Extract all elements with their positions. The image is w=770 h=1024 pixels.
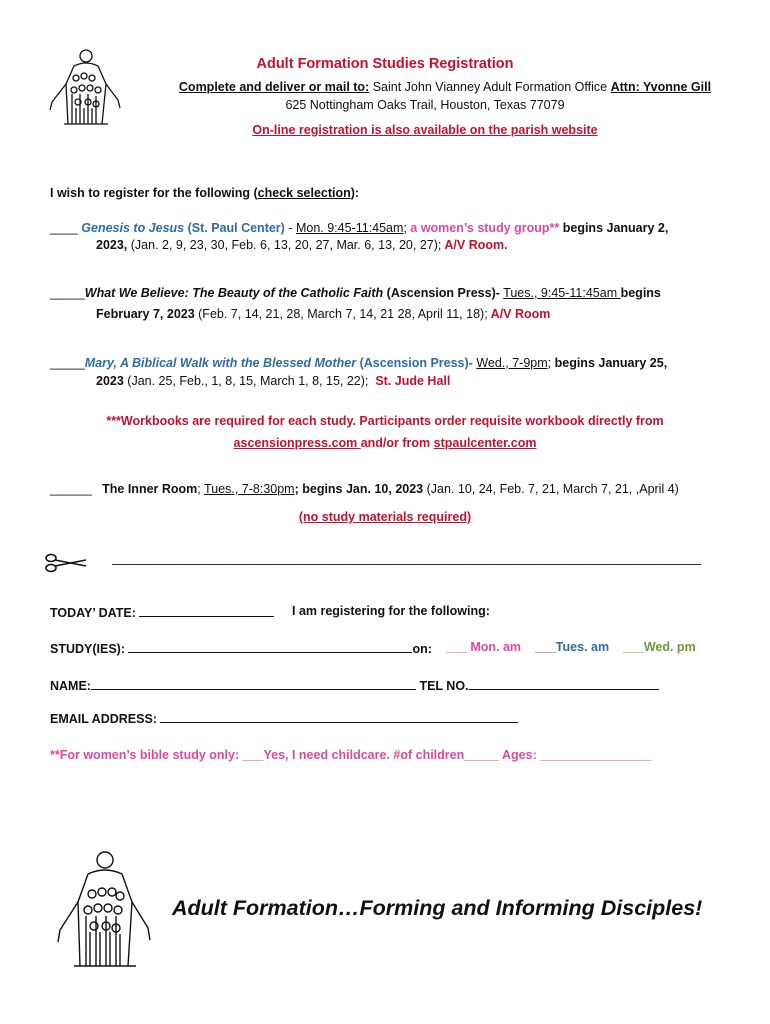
scissors-icon [44, 552, 94, 574]
study-title: The Inner Room [102, 482, 198, 496]
childcare-row[interactable]: **For women’s bible study only: ___Yes, I need childcare. #of children_____ Ages: ________________ [50, 748, 652, 762]
tel-label: TEL NO. [419, 679, 469, 693]
study-publisher: (St. Paul Center) [184, 221, 285, 235]
no-materials-note: (no study materials required) [298, 510, 472, 524]
study-mary [50, 356, 667, 370]
wed-checkbox[interactable]: ___ [622, 640, 644, 654]
studies-field[interactable] [128, 640, 412, 653]
study-blank[interactable]: _____ [50, 286, 85, 300]
study-publisher: (Ascension Press)- [356, 356, 473, 370]
tue-checkbox[interactable]: ___ [534, 640, 556, 654]
study-time: Tues., 7-8:30pm [204, 482, 295, 496]
study-inner-room [50, 482, 679, 496]
study-time: Tues., 9:45-11:45am [503, 286, 621, 300]
wed-option: Wed. pm [643, 640, 696, 654]
study-room: A/V Room. [441, 238, 508, 252]
email-label: EMAIL ADDRESS: [50, 712, 157, 726]
study-semi: ; [403, 221, 407, 235]
study-room: St. Jude Hall [375, 374, 451, 388]
study-begins: ; begins Jan. 10, 2023 [294, 482, 424, 496]
today-date-row [50, 604, 274, 620]
tue-option: Tues. am [555, 640, 610, 654]
intro-suffix: ): [350, 186, 360, 200]
date-label: TODAY’ DATE: [50, 606, 136, 620]
mon-option: Mon. am [466, 640, 522, 654]
tel-field[interactable] [469, 677, 659, 690]
name-row [50, 677, 659, 693]
page-title: Adult Formation Studies Registration [256, 56, 514, 72]
study-blank[interactable]: _____ [50, 356, 85, 370]
study-blank[interactable]: ______ [50, 482, 92, 496]
study-title: Mary, A Biblical Walk with the Blessed Mother [84, 356, 357, 370]
workbooks-note: ***Workbooks are required for each study. Participants order requisite workbook directly from [106, 414, 664, 428]
study-begins: begins January 25, [551, 356, 668, 370]
study-time: Mon. 9:45-11:45am [295, 221, 404, 235]
study-semi: ; [547, 356, 552, 370]
mon-checkbox[interactable]: ___ [446, 640, 467, 654]
date-field[interactable] [139, 604, 274, 617]
cut-line: ————————————————————————————————————————————————— [112, 556, 700, 571]
workbooks-links [0, 436, 770, 450]
study-dates: (Jan. 10, 24, Feb. 7, 21, March 7, 21, ,April 4) [423, 482, 679, 496]
delivery-line [60, 80, 770, 94]
study-dates: (Jan. 25, Feb., 1, 8, 15, March 1, 8, 15, 22); [123, 374, 369, 388]
study-dates: (Jan. 2, 9, 23, 30, Feb. 6, 13, 20, 27, Mar. 6, 13, 20, 27); [127, 238, 442, 252]
study-begins-year: February 7, 2023 [96, 307, 195, 321]
on-label: on: [412, 642, 432, 656]
study-begins: begins January 2, [559, 221, 669, 235]
study-semi: ; [197, 482, 201, 496]
study-note: a women’s study group** [406, 221, 560, 235]
deliver-office: Saint John Vianney Adult Formation Office [369, 80, 611, 94]
study-begins-year: 2023 [96, 374, 124, 388]
intro-check-selection: check selection [257, 186, 351, 200]
study-blank[interactable]: ____ [50, 221, 78, 235]
intro-line [50, 186, 359, 200]
study-sep: - [284, 221, 296, 235]
jesus-children-logo-footer [50, 846, 158, 970]
email-field[interactable] [160, 710, 518, 723]
ascension-link[interactable]: ascensionpress.com [233, 436, 361, 450]
study-genesis [50, 221, 668, 235]
study-publisher: (Ascension Press)- [383, 286, 500, 300]
study-room: A/V Room [487, 307, 551, 321]
footer-tagline: Adult Formation…Forming and Informing Disciples! [172, 896, 703, 920]
study-time: Wed., 7-9pm [476, 356, 548, 370]
studies-row [50, 640, 432, 656]
day-options [446, 640, 696, 654]
registering-label: I am registering for the following: [292, 604, 490, 618]
study-dates: (Feb. 7, 14, 21, 28, March 7, 14, 21 28, April 11, 18); [194, 307, 488, 321]
name-label: NAME: [50, 679, 91, 693]
online-note: On-line registration is also available on the parish website [252, 123, 598, 137]
study-begins: begins [620, 286, 661, 300]
study-begins-year: 2023, [96, 238, 128, 252]
deliver-prefix: Complete and deliver or mail to: [178, 80, 370, 94]
study-what-we-believe [50, 286, 661, 300]
deliver-attn: Attn: Yvonne Gill [610, 80, 712, 94]
study-what-we-believe-dates [96, 307, 550, 321]
intro-prefix: I wish to register for the following ( [50, 186, 258, 200]
name-field[interactable] [91, 677, 416, 690]
email-row [50, 710, 518, 726]
workbooks-mid: and/or from [360, 436, 434, 450]
study-mary-dates [96, 374, 450, 388]
studies-label: STUDY(IES): [50, 642, 125, 656]
study-genesis-dates [96, 238, 508, 252]
stpaul-link[interactable]: stpaulcenter.com [433, 436, 537, 450]
mailing-address: 625 Nottingham Oaks Trail, Houston, Texas 77079 [285, 98, 565, 112]
study-title: Genesis to Jesus [81, 221, 185, 235]
study-title: What We Believe: The Beauty of the Catholic Faith [84, 286, 384, 300]
